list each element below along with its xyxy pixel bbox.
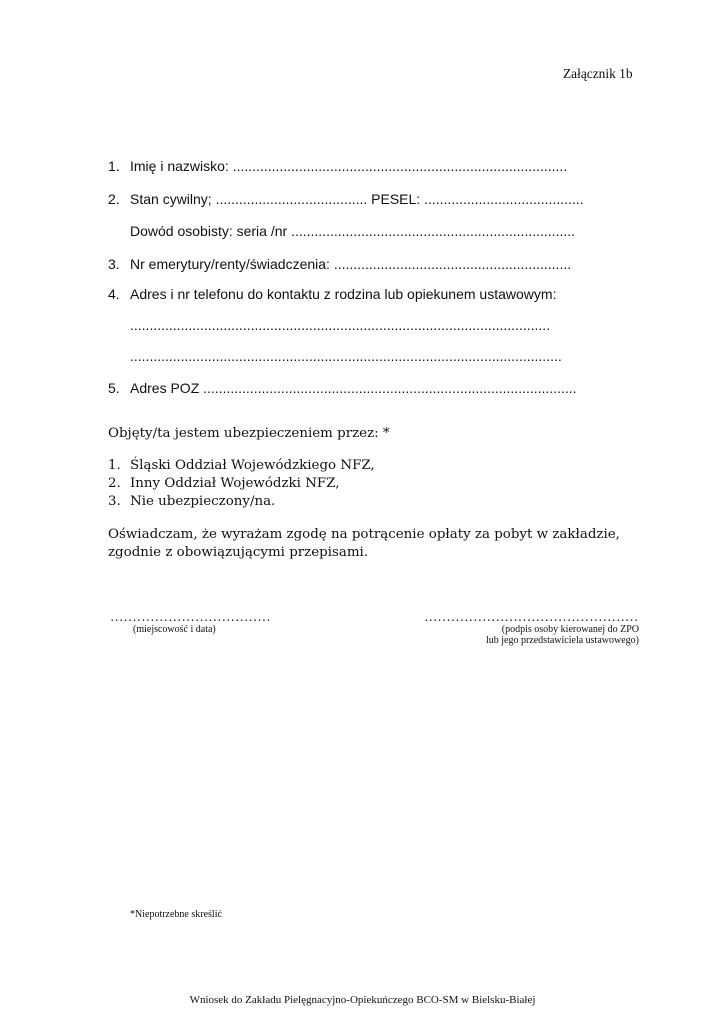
page-footer: Wniosek do Zakładu Pielęgnacyjno-Opiekuńczego BCO-SM w Bielsku-Białej	[189, 994, 536, 1006]
form-line-contact-blank-2[interactable]	[130, 348, 562, 364]
option-number: 2.	[108, 476, 121, 491]
item-number: 5.	[108, 380, 120, 396]
insurance-option-other[interactable]	[108, 476, 340, 491]
form-line-name[interactable]	[108, 158, 567, 174]
signature-line[interactable]: …………………………………………	[424, 609, 639, 624]
attachment-label: Załącznik 1b	[563, 66, 633, 81]
form-line-text: ............................................................................................................	[130, 317, 551, 333]
form-line-text: ...............................................................................................................	[130, 348, 562, 364]
signature-caption-1: (podpis osoby kierowanej do ZPO	[501, 624, 639, 635]
form-line-marital-status-pesel[interactable]	[108, 191, 584, 207]
option-number: 1.	[108, 458, 121, 473]
option-text: Inny Oddział Wojewódzki NFZ,	[130, 476, 340, 491]
form-line-id-card[interactable]	[130, 223, 575, 239]
option-text: Śląski Oddział Wojewódzkiego NFZ,	[130, 458, 375, 473]
declaration-line-2: zgodnie z obowiązującymi przepisami.	[108, 545, 369, 560]
place-date-caption: (miejscowość i data)	[133, 624, 216, 635]
item-number: 2.	[108, 191, 120, 207]
declaration-line-1: Oświadczam, że wyrażam zgodę na potrącenie opłaty za pobyt w zakładzie,	[108, 527, 620, 542]
item-number: 1.	[108, 158, 120, 174]
item-number: 3.	[108, 256, 120, 272]
form-line-contact-blank-1[interactable]	[130, 317, 550, 333]
footnote: *Niepotrzebne skreślić	[130, 909, 222, 920]
form-line-text: Dowód osobisty: seria /nr .........................................................................	[130, 223, 576, 239]
form-line-text: Adres i nr telefonu do kontaktu z rodzina lub opiekunem ustawowym:	[130, 286, 557, 302]
form-line-text: Nr emerytury/renty/świadczenia: .............................................................	[130, 256, 572, 272]
place-date-signature-line[interactable]: ………………………………	[110, 609, 271, 624]
option-number: 3.	[108, 494, 121, 509]
form-line-pension-number[interactable]	[108, 256, 571, 272]
form-line-text: Imię i nazwisko: ......................................................................................	[130, 158, 568, 174]
form-line-text: Stan cywilny; ....................................... PESEL: .........................................	[130, 191, 584, 207]
insurance-option-silesian[interactable]	[108, 458, 375, 473]
form-line-poz-address[interactable]	[108, 380, 577, 396]
item-number: 4.	[108, 286, 120, 302]
form-line-text: Adres POZ ................................................................................................	[130, 380, 577, 396]
insurance-option-uninsured[interactable]	[108, 494, 275, 509]
form-line-contact-address	[108, 286, 556, 302]
option-text: Nie ubezpieczony/na.	[130, 494, 276, 509]
insurance-heading: Objęty/ta jestem ubezpieczeniem przez: *	[108, 426, 390, 441]
signature-caption-2: lub jego przedstawiciela ustawowego)	[485, 635, 639, 646]
